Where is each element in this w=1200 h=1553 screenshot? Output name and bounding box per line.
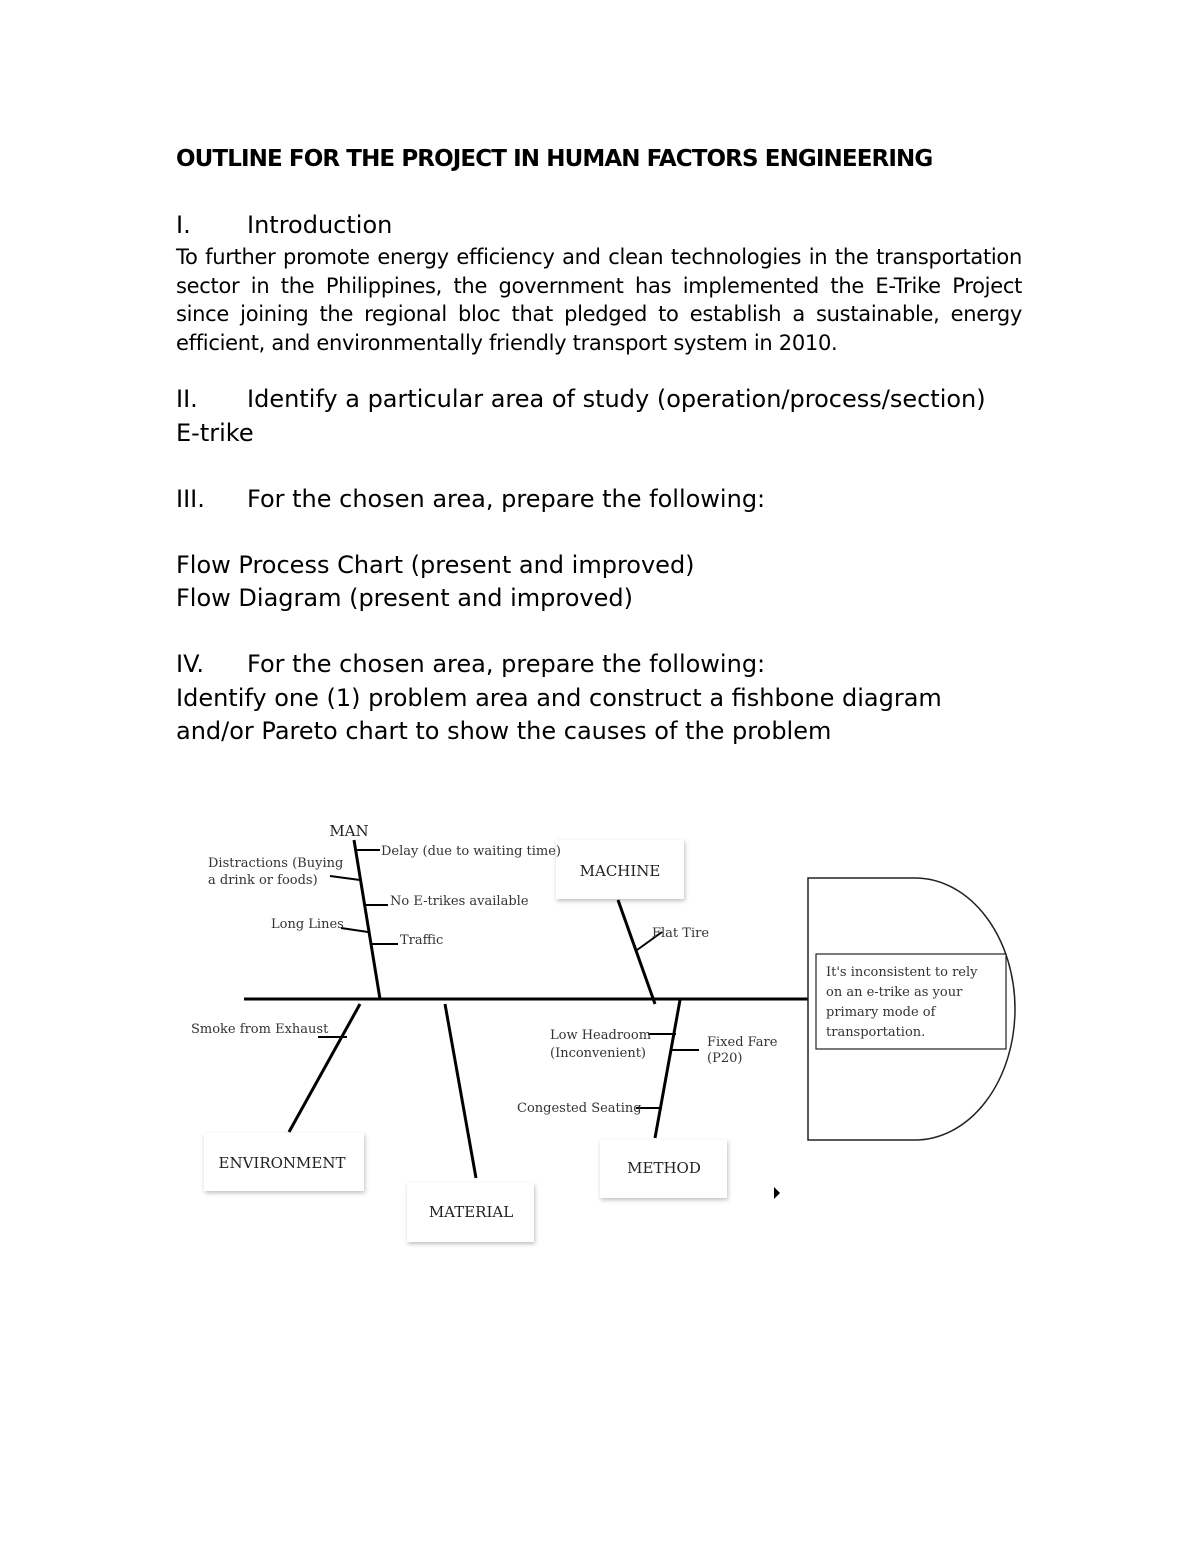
problem-text-line-2: on an e-trike as your [826, 985, 963, 1000]
material-bone [445, 1004, 476, 1178]
man-bone [354, 840, 380, 999]
method-bone [655, 1000, 680, 1138]
machine-label: MACHINE [579, 862, 661, 880]
cause-traffic: Traffic [400, 933, 444, 948]
section-3-number: III. [176, 485, 205, 513]
environment-label: ENVIRONMENT [218, 1154, 346, 1172]
problem-instruction-line-2: and/or Pareto chart to show the causes of the problem [176, 717, 832, 745]
flow-diagram-item: Flow Diagram (present and improved) [176, 584, 633, 612]
area-of-study: E-trike [176, 419, 254, 447]
cause-low-headroom-1: Low Headroom [550, 1028, 652, 1043]
cause-long-lines: Long Lines [271, 917, 344, 932]
cause-distractions-2: a drink or foods) [208, 873, 318, 888]
document-title: OUTLINE FOR THE PROJECT IN HUMAN FACTORS ENGINEERING [176, 146, 933, 172]
section-2-title: Identify a particular area of study (operation/process/section) [247, 385, 986, 413]
method-label: METHOD [627, 1159, 701, 1177]
section-3-title: For the chosen area, prepare the following: [247, 485, 766, 513]
section-2-number: II. [176, 385, 198, 413]
cause-low-headroom-2: (Inconvenient) [550, 1046, 646, 1061]
arrow-marker-icon [774, 1187, 780, 1199]
cause-fixed-fare-2: (P20) [707, 1051, 743, 1066]
section-4-title: For the chosen area, prepare the following: [247, 650, 766, 678]
flow-process-chart-item: Flow Process Chart (present and improved) [176, 551, 695, 579]
cause-no-etrikes: No E-trikes available [390, 894, 529, 909]
section-4-number: IV. [176, 650, 205, 678]
cause-congested-seating: Congested Seating [517, 1101, 642, 1116]
cause-fixed-fare-1: Fixed Fare [707, 1035, 778, 1050]
problem-text-line-1: It's inconsistent to rely [826, 965, 978, 980]
problem-text-line-4: transportation. [826, 1025, 926, 1040]
material-label: MATERIAL [428, 1203, 514, 1221]
problem-text-line-3: primary mode of [826, 1005, 936, 1020]
cause-smoke: Smoke from Exhaust [191, 1022, 329, 1037]
section-1-title: Introduction [247, 211, 393, 239]
machine-bone [618, 900, 655, 1004]
cause-distractions-1: Distractions (Buying [208, 856, 344, 871]
introduction-paragraph: To further promote energy efficiency and clean technologies in the transportation sector in the Philippines, the government has implemented the E-Trike Project since joining the regional bloc that pledged to establish a sustainable, energy efficient, and environmentally friendly transport system in 2010. [176, 245, 1022, 355]
man-branch-long-lines [341, 928, 368, 932]
section-1-number: I. [176, 211, 191, 239]
man-label: MAN [329, 822, 369, 840]
man-branch-distractions [330, 876, 360, 880]
cause-flat-tire: Flat Tire [652, 926, 710, 941]
problem-instruction-line-1: Identify one (1) problem area and construct a fishbone diagram [176, 684, 942, 712]
cause-delay: Delay (due to waiting time) [381, 844, 561, 859]
